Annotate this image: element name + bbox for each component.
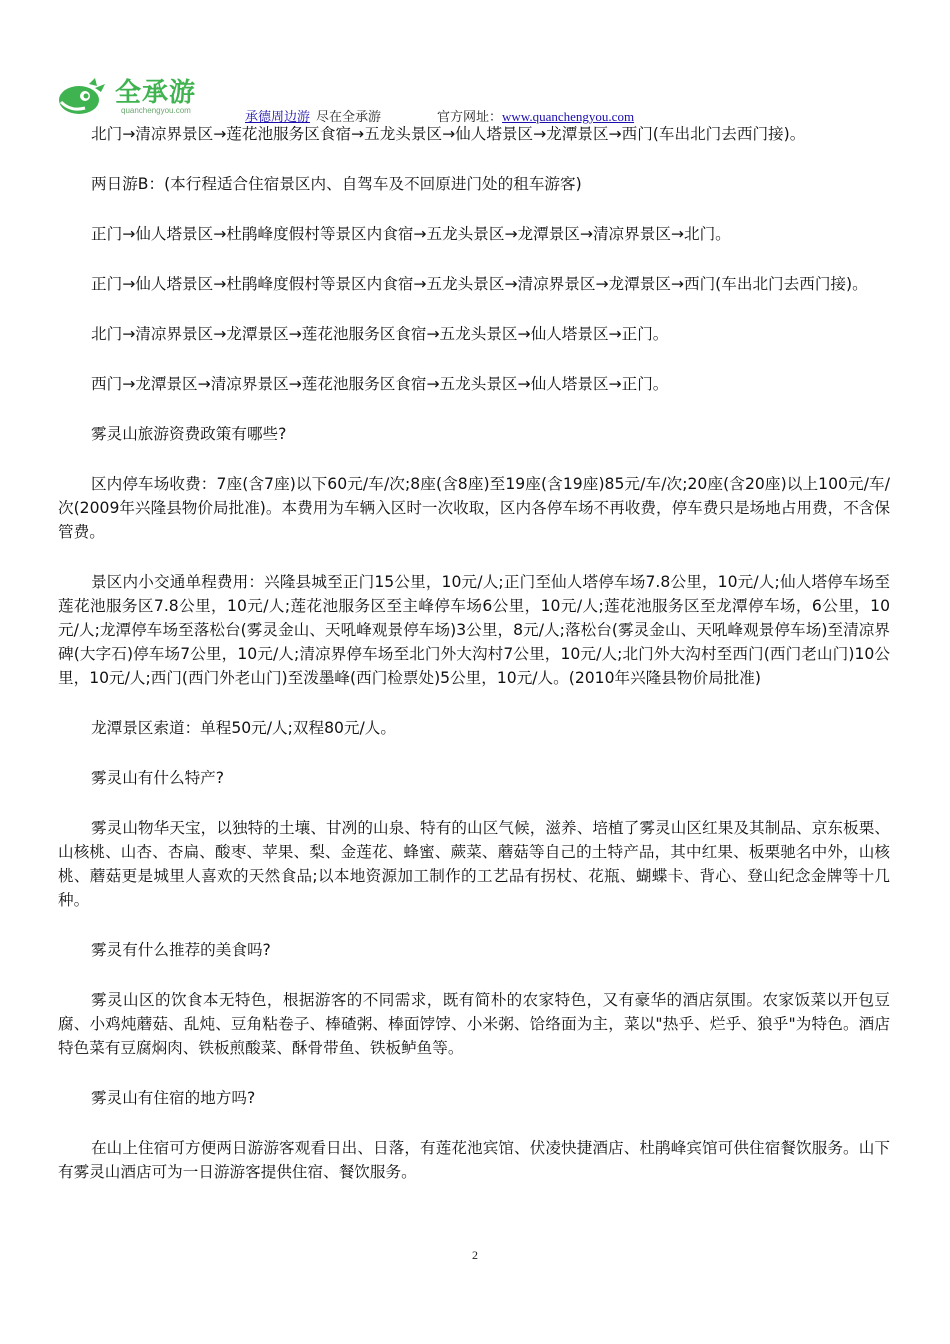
document-body <box>58 122 890 1210</box>
nearby-tour-link[interactable]: 承德周边游 <box>245 109 311 124</box>
shuttle-fee-paragraph: 景区内小交通单程费用：兴隆县城至正门15公里，10元/人;正门至仙人塔停车场7.8公里，10元/人;仙人塔停车场至莲花池服务区7.8公里，10元/人;莲花池服务区至主峰停车场6公里，10元/人;莲花池服务区至龙潭停车场，6公里，10元/人;龙潭停车场至落松台(雾灵金山、天吼峰观景停车场)3公里，8元/人;落松台(雾灵金山、天吼峰观景停车场)至清凉界碑(大字石)停车场7公里，10元/人;清凉界停车场至北门外大沟村7公里，10元/人;北门外大沟村至西门(西门老山门)10公里，10元/人;西门(西门外老山门)至泼墨峰(西门检票处)5公里，10元/人。(2010年兴隆县物价局批准) <box>58 573 890 687</box>
route-paragraph: 北门→清凉界景区→龙潭景区→莲花池服务区食宿→五龙头景区→仙人塔景区→正门。 <box>91 325 669 343</box>
site-logo[interactable] <box>55 68 215 118</box>
site-url-link[interactable]: www.quanchengyou.com <box>502 109 635 124</box>
page-number: 2 <box>472 1248 478 1262</box>
question-heading: 雾灵有什么推荐的美食吗? <box>91 941 271 959</box>
food-paragraph: 雾灵山区的饮食本无特色，根据游客的不同需求，既有简朴的农家特色，又有豪华的酒店氛围。农家饭菜以开包豆腐、小鸡炖蘑菇、乱炖、豆角粘卷子、棒碴粥、棒面饽饽、小米粥、饸络面为主，菜以"热乎、烂乎、狼乎"为特色。酒店特色菜有豆腐焖肉、铁板煎酸菜、酥骨带鱼、铁板鲈鱼等。 <box>58 991 890 1057</box>
route-paragraph: 正门→仙人塔景区→杜鹃峰度假村等景区内食宿→五龙头景区→龙潭景区→清凉界景区→北门。 <box>91 225 731 243</box>
logo-wordmark: 全承游 <box>115 78 197 108</box>
question-heading: 雾灵山有什么特产? <box>91 769 225 787</box>
specialty-paragraph: 雾灵山物华天宝，以独特的土壤、甘冽的山泉、特有的山区气候，滋养、培植了雾灵山区红果及其制品、京东板栗、山核桃、山杏、杏扁、酸枣、苹果、梨、金莲花、蜂蜜、蕨菜、蘑菇等自己的土特产品，其中红果、板栗驰名中外，山核桃、蘑菇更是城里人喜欢的天然食品;以本地资源加工制作的工艺品有拐杖、花瓶、蝴蝶卡、背心、登山纪念金牌等十几种。 <box>58 819 890 909</box>
page-header <box>55 68 895 124</box>
lodging-paragraph: 在山上住宿可方便两日游游客观看日出、日落，有莲花池宾馆、伏凌快捷酒店、杜鹃峰宾馆可供住宿餐饮服务。山下有雾灵山酒店可为一日游游客提供住宿、餐饮服务。 <box>58 1139 890 1181</box>
logo-domain: quanchengyou.com <box>121 106 191 115</box>
site-label: 官方网址： <box>437 109 503 124</box>
question-heading: 雾灵山有住宿的地方吗? <box>91 1089 256 1107</box>
parking-fee-paragraph: 区内停车场收费：7座(含7座)以下60元/车/次;8座(含8座)至19座(含19座)85元/车/次;20座(含20座)以上100元/车/次(2009年兴隆县物价局批准)。本费用为车辆入区时一次收取，区内各停车场不再收费，停车费只是场地占用费，不含保管费。 <box>58 475 890 541</box>
slogan-text: 尽在全承游 <box>316 109 382 124</box>
route-paragraph: 北门→清凉界景区→莲花池服务区食宿→五龙头景区→仙人塔景区→龙潭景区→西门(车出北门去西门接)。 <box>91 125 806 143</box>
section-heading: 两日游B：(本行程适合住宿景区内、自驾车及不回原进门处的租车游客) <box>91 175 582 193</box>
route-paragraph: 西门→龙潭景区→清凉界景区→莲花池服务区食宿→五龙头景区→仙人塔景区→正门。 <box>91 375 669 393</box>
route-paragraph: 正门→仙人塔景区→杜鹃峰度假村等景区内食宿→五龙头景区→清凉界景区→龙潭景区→西门(车出北门去西门接)。 <box>91 275 868 293</box>
question-heading: 雾灵山旅游资费政策有哪些? <box>91 425 287 443</box>
logo-bird-icon <box>55 76 109 116</box>
cableway-fee-paragraph: 龙潭景区索道：单程50元/人;双程80元/人。 <box>91 719 396 737</box>
